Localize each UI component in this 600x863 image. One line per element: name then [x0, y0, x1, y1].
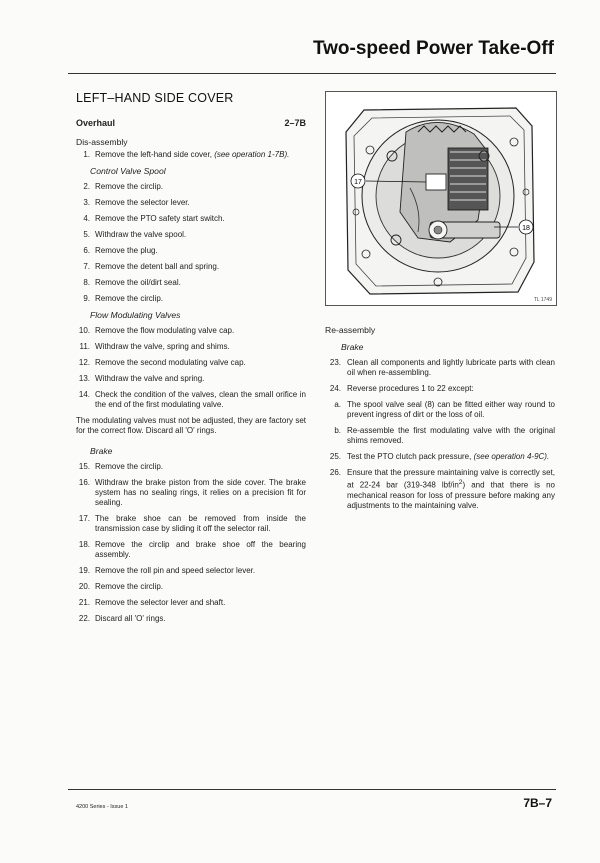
section-title: LEFT–HAND SIDE COVER [76, 91, 234, 105]
step-item [76, 390, 306, 410]
footer-rule [68, 789, 556, 790]
step-text: Withdraw the valve spool. [95, 230, 187, 239]
step-text: Remove the second modulating valve cap. [95, 358, 246, 367]
overhaul-heading [76, 118, 306, 128]
step-text: Discard all 'O' rings. [95, 614, 166, 623]
step-number: 1. [83, 150, 90, 159]
step-text: Remove the circlip. [95, 182, 164, 191]
step-number: 11. [79, 342, 90, 351]
step-text: Clean all components and lightly lubricate parts with clean oil when re-assembling. [347, 358, 555, 377]
reassembly-title: Re-assembly [325, 325, 376, 335]
subheading-brake: Brake [90, 446, 113, 456]
step-text: Remove the PTO safety start switch. [95, 214, 225, 223]
step-letter: b. [334, 426, 341, 435]
pto-cover-figure [325, 91, 557, 306]
step-number: 7. [83, 262, 90, 271]
step-item [76, 374, 306, 384]
step-text: Remove the circlip. [95, 294, 164, 303]
step-item [76, 214, 306, 224]
overhaul-ref: 2–7B [284, 118, 306, 128]
fmv-steps [76, 326, 306, 410]
operation-ref: (see operation 4-9C). [473, 452, 550, 461]
step-a [325, 400, 555, 420]
step-text [347, 468, 555, 511]
step-number: 13. [78, 374, 90, 383]
step-number: 10. [78, 326, 90, 335]
step-item [76, 182, 306, 192]
step-text: Check the condition of the valves, clean the small orifice in the end of the first modulating valve. [95, 390, 306, 409]
step-item [76, 598, 306, 608]
step-text: Remove the selector lever and shaft. [95, 598, 226, 607]
step-text: Withdraw the valve and spring. [95, 374, 205, 383]
operation-ref: (see operation 1-7B). [214, 150, 290, 159]
callout-18: 18 [522, 225, 530, 232]
step-item [76, 230, 306, 240]
step-number: 9. [83, 294, 90, 303]
step-number: 20. [78, 582, 90, 591]
header-rule [68, 73, 556, 74]
callout-17: 17 [354, 179, 362, 186]
step-1 [76, 150, 306, 160]
step-text: Re-assemble the first modulating valve with the original shims removed. [347, 426, 555, 445]
footer-series: 4200 Series - Issue 1 [76, 804, 128, 810]
disassembly-title: Dis-assembly [76, 137, 128, 147]
pto-cover-diagram [326, 92, 556, 305]
step-number: 17. [78, 514, 90, 523]
step-number: 18. [78, 540, 90, 549]
step-item [76, 326, 306, 336]
step-number: 4. [83, 214, 90, 223]
step-item [76, 262, 306, 272]
disassembly-column [76, 118, 306, 630]
step-item [76, 198, 306, 208]
step-item [76, 358, 306, 368]
step-number: 23. [329, 358, 341, 367]
step-item [76, 294, 306, 304]
brake-steps [76, 462, 306, 624]
step-number: 22. [78, 614, 90, 623]
step-text: Remove the oil/dirt seal. [95, 278, 181, 287]
step-item [76, 514, 306, 534]
step-item [76, 566, 306, 576]
step-item [76, 462, 306, 472]
step-text-rest: ) and that there is no mechanical reason for loss of pressure before making any adjustments to the maintaining valve. [347, 480, 555, 510]
step-number: 6. [83, 246, 90, 255]
step-text: Remove the plug. [95, 246, 158, 255]
step-text [347, 452, 555, 462]
subheading-control-valve-spool: Control Valve Spool [90, 166, 166, 176]
step-text: The brake shoe can be removed from inside the transmission case by sliding it off the selector rail. [95, 514, 306, 533]
step-number: 2. [83, 182, 90, 191]
reassembly-subtitle: Brake [341, 342, 364, 352]
step-26 [325, 468, 555, 511]
cvs-steps [76, 182, 306, 304]
step-number: 5. [83, 230, 90, 239]
step-number: 25. [329, 452, 341, 461]
step-text-main: Ensure that the pressure maintaining valve is correctly set, at 22-24 bar (319-348 lbf/in [347, 468, 555, 490]
step-text: Remove the flow modulating valve cap. [95, 326, 235, 335]
step-text-main: Test the PTO clutch pack pressure, [347, 452, 472, 461]
page-number: 7B–7 [523, 796, 552, 810]
step-text: Reverse procedures 1 to 22 except: [347, 384, 474, 393]
step-number: 19. [78, 566, 90, 575]
step-number: 15. [78, 462, 90, 471]
step-number: 12. [78, 358, 90, 367]
step-number: 3. [83, 198, 90, 207]
superscript: 2 [458, 479, 463, 486]
step-text: Remove the circlip. [95, 462, 164, 471]
overhaul-label: Overhaul [76, 118, 116, 128]
step-item [76, 246, 306, 256]
step-24 [325, 384, 555, 394]
page-header-title: Two-speed Power Take-Off [312, 38, 554, 59]
reassembly-column [325, 325, 555, 517]
step-text: Withdraw the brake piston from the side cover. The brake system has no sealing rings, it relies on a precision fit for sealing. [95, 478, 306, 507]
step-text: Remove the detent ball and spring. [95, 262, 220, 271]
subheading-flow-modulating-valves: Flow Modulating Valves [90, 310, 181, 320]
step-number: 26. [329, 468, 341, 477]
step-item [76, 342, 306, 352]
step-text [95, 150, 306, 160]
modulating-valve-note: The modulating valves must not be adjusted, they are factory set for the correct flow. Discard all 'O' rings. [76, 416, 306, 435]
step-text: Remove the circlip and brake shoe off the bearing assembly. [95, 540, 306, 559]
step-number: 14. [78, 390, 90, 399]
step-number: 21. [78, 598, 90, 607]
step-25 [325, 452, 555, 462]
step-text: Remove the circlip. [95, 582, 164, 591]
step-number: 8. [83, 278, 90, 287]
step-item [76, 614, 306, 624]
step-text: Remove the selector lever. [95, 198, 190, 207]
step-text: Remove the roll pin and speed selector lever. [95, 566, 256, 575]
step-number: 24. [329, 384, 341, 393]
step-item [76, 540, 306, 560]
step-text-main: Remove the left-hand side cover, [95, 150, 212, 159]
figure-label: TL 1749 [533, 297, 552, 303]
step-letter: a. [334, 400, 341, 409]
step-item [76, 478, 306, 508]
step-number: 16. [78, 478, 90, 487]
step-item [76, 278, 306, 288]
step-item [76, 582, 306, 592]
step-23 [325, 358, 555, 378]
step-text: Withdraw the valve, spring and shims. [95, 342, 230, 351]
step-text: The spool valve seal (8) can be fitted either way round to prevent ingress of dirt or the loss of oil. [347, 400, 555, 419]
step-b [325, 426, 555, 446]
